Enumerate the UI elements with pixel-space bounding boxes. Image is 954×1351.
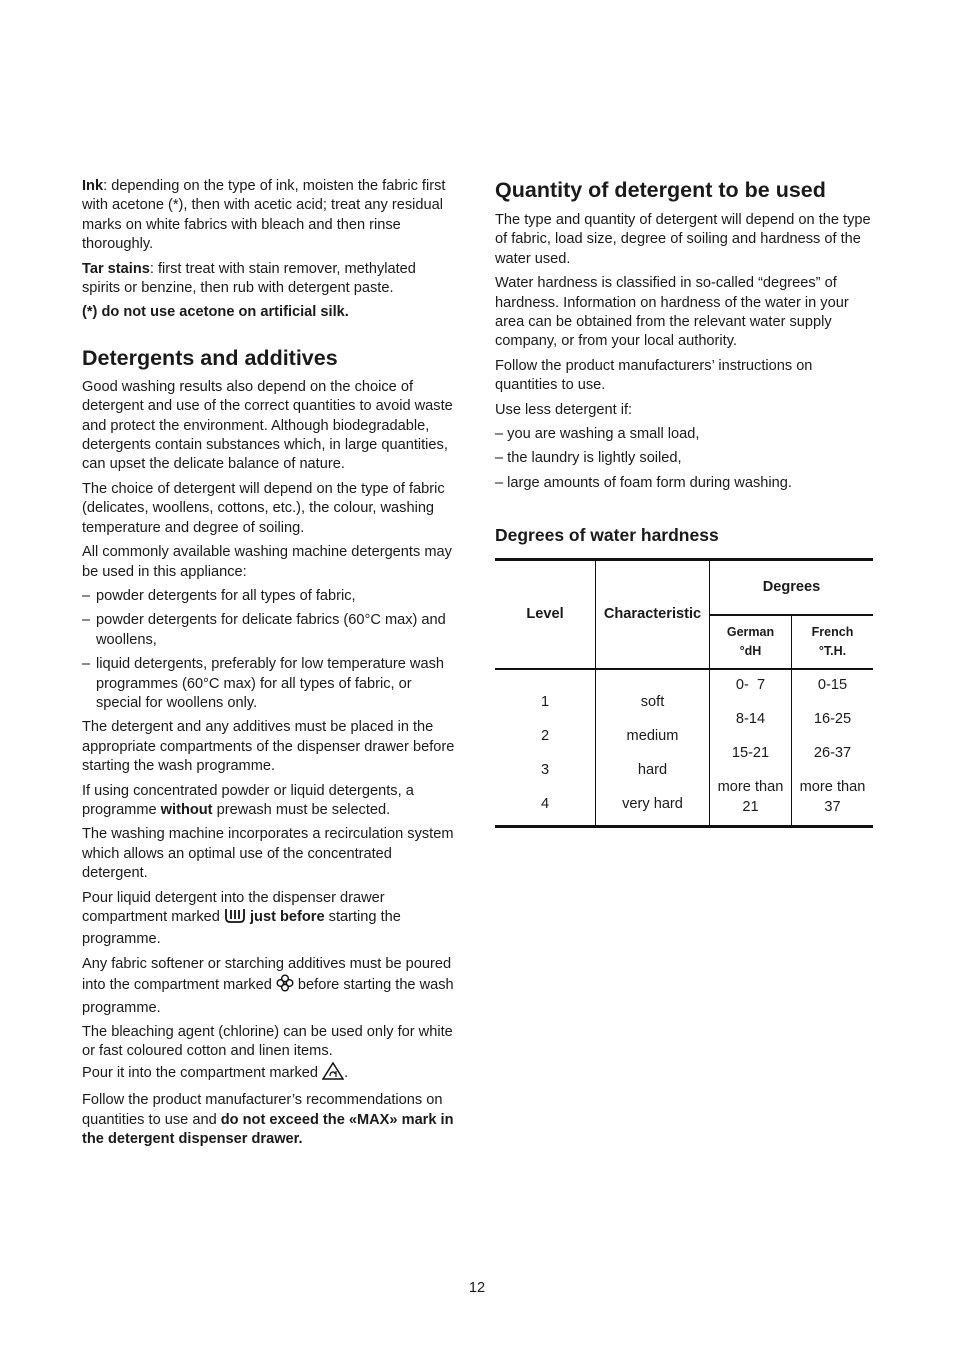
detergents-heading: Detergents and additives	[82, 345, 338, 370]
french-unit: °T.H.	[818, 643, 847, 658]
liquid-detergent-compartment-icon	[224, 908, 246, 930]
p7-bold: just before	[250, 909, 325, 925]
hardness-subheading: Degrees of water hardness	[495, 525, 719, 546]
german-value: 0- 7	[735, 676, 766, 693]
water-hardness-table	[495, 558, 873, 828]
p7-text-c: starting the programme.	[82, 909, 401, 948]
tar-paragraph	[82, 260, 458, 299]
header-characteristic: Characteristic	[596, 560, 710, 669]
p9-text-b: Pour it into the compartment marked	[82, 1064, 323, 1081]
detergents-paragraph-2: The choice of detergent will depend on the type of fabric (delicates, woollens, cottons, etc.), the colour, washing temperature and degree of soiling.	[82, 480, 445, 536]
quantity-paragraph-4: Use less detergent if:	[495, 401, 633, 418]
list-item	[82, 587, 458, 606]
quantity-paragraph-2: Water hardness is classified in so-called “degrees” of hardness. Information on hardness of the water in your area can be obtained from the relevant water supply company, or from your local authority.	[495, 275, 849, 350]
french-value: 26-37	[813, 744, 852, 761]
p10-bold: do not exceed the «MAX» mark in the detergent dispenser drawer.	[82, 1111, 454, 1148]
header-german	[710, 615, 792, 669]
page-number: 12	[468, 1280, 486, 1296]
detergents-paragraph-3: All commonly available washing machine detergents may be used in this appliance:	[82, 544, 452, 580]
level-value: 3	[540, 761, 550, 778]
detergents-paragraph-4: The detergent and any additives must be placed in the appropriate compartments of the dispenser drawer before starting the wash programme.	[82, 719, 455, 775]
table-body-row	[495, 669, 873, 827]
list-dash: –	[82, 656, 91, 673]
p8-text-b: before starting the wash programme.	[82, 977, 454, 1016]
characteristic-value: very hard	[622, 795, 683, 812]
ink-paragraph	[82, 177, 458, 255]
list-item: – large amounts of foam form during washing.	[495, 474, 792, 491]
list-item: – you are washing a small load,	[495, 426, 700, 443]
header-french	[792, 615, 873, 669]
quantity-heading: Quantity of detergent to be used	[495, 178, 826, 202]
characteristic-value: medium	[626, 727, 679, 744]
characteristic-value: soft	[640, 693, 665, 710]
flower-softener-icon	[276, 974, 294, 998]
list-item	[82, 611, 458, 650]
german-value: 8-14	[735, 710, 766, 727]
p7-text-a: Pour liquid detergent into the dispenser drawer compartment marked	[82, 889, 385, 925]
characteristic-cell	[596, 669, 710, 827]
detergents-paragraph-9	[82, 1023, 458, 1062]
bleach-triangle-icon	[322, 1062, 344, 1086]
tar-label: Tar stains	[82, 260, 150, 277]
header-level: Level	[495, 560, 596, 669]
p9-text-c: .	[344, 1064, 349, 1081]
french-value: more than 37	[799, 778, 866, 815]
p9-text-a: The bleaching agent (chlorine) can be used only for white or fast coloured cotton and linen items.	[82, 1024, 453, 1060]
german-value: more than 21	[717, 778, 784, 815]
french-cell	[792, 669, 873, 827]
tar-text: : first treat with stain remover, methylated spirits or benzine, then rub with detergent paste.	[82, 260, 416, 297]
p5-bold: without	[160, 801, 213, 818]
characteristic-value: hard	[637, 761, 668, 778]
list-item: – the laundry is lightly soiled,	[495, 450, 682, 467]
list-item-text: powder detergents for all types of fabric,	[96, 587, 356, 604]
quantity-paragraph-1: The type and quantity of detergent will depend on the type of fabric, load size, degree of soiling and hardness of the water used.	[495, 212, 871, 267]
ink-label: Ink	[82, 178, 104, 194]
level-cell	[495, 669, 596, 827]
detergents-paragraph-9b	[82, 1062, 458, 1086]
level-value: 4	[540, 795, 550, 812]
level-value: 2	[540, 727, 550, 744]
french-value: 16-25	[813, 710, 852, 727]
right-column	[495, 177, 875, 828]
level-value: 1	[540, 693, 550, 710]
german-unit: °dH	[739, 643, 762, 658]
left-column	[82, 177, 458, 1154]
french-value: 0-15	[817, 676, 848, 693]
header-degrees: Degrees	[710, 560, 874, 615]
acetone-note-text: (*) do not use acetone on artificial silk.	[82, 304, 349, 321]
german-value: 15-21	[731, 744, 770, 761]
list-item	[82, 655, 458, 713]
p5-text-a: If using concentrated powder or liquid detergents, a programme	[82, 782, 414, 818]
french-label: French	[811, 624, 854, 639]
p8-text-a: Any fabric softener or starching additives must be poured into the compartment marked	[82, 955, 452, 994]
detergents-paragraph-10	[82, 1091, 458, 1149]
german-cell	[710, 669, 792, 827]
list-dash: –	[82, 612, 91, 629]
acetone-note	[82, 303, 458, 322]
list-item-text: powder detergents for delicate fabrics (60°C max) and woollens,	[96, 612, 446, 648]
list-item-text: liquid detergents, preferably for low temperature wash programmes (60°C max) for all types of fabric, or special for woollens only.	[96, 656, 444, 711]
detergents-paragraph-7	[82, 889, 458, 950]
detergents-paragraph-6: The washing machine incorporates a recirculation system which allows an optimal use of the concentrated detergent.	[82, 826, 454, 882]
quantity-paragraph-3: Follow the product manufacturers’ instructions on quantities to use.	[495, 357, 813, 394]
detergents-paragraph-1: Good washing results also depend on the choice of detergent and use of the correct quantities to avoid waste and protect the environment. Although biodegradable, detergents contain substances which, in large quantities, can upset the delicate balance of nature.	[82, 378, 453, 473]
detergents-paragraph-8	[82, 955, 458, 1018]
table-header-row	[495, 560, 873, 615]
list-dash: –	[82, 587, 91, 604]
german-label: German	[726, 624, 775, 639]
p5-text-c: prewash must be selected.	[212, 801, 391, 818]
ink-text: : depending on the type of ink, moisten the fabric first with acetone (*), then with acetic acid; treat any residual marks on white fabrics with bleach and then rinse thoroughly.	[82, 178, 446, 253]
detergents-paragraph-5	[82, 782, 458, 821]
p10-text-a: Follow the product manufacturer’s recommendations on quantities to use and	[82, 1092, 443, 1128]
